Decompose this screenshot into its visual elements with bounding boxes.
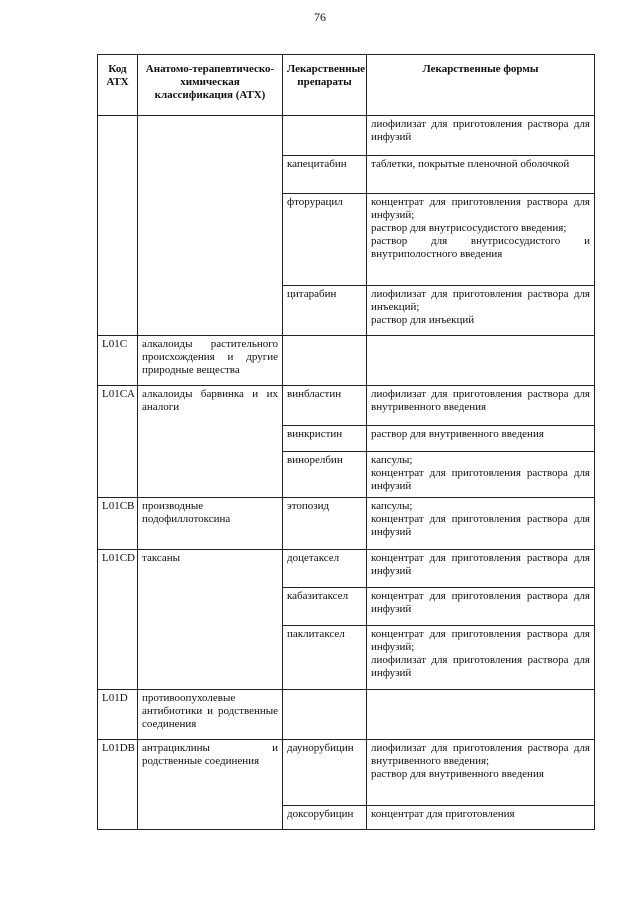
table-row	[98, 550, 595, 588]
atx-cell: антрациклины и родственные соединения	[138, 740, 283, 830]
drug-cell: винорелбин	[283, 452, 367, 498]
forms-cell: концентрат для приготовления раствора для инфузий; лиофилизат для приготовления раствора для инфузий	[367, 626, 595, 690]
code-cell: L01CD	[98, 550, 138, 690]
forms-cell: лиофилизат для приготовления раствора для инъекций; раствор для инъекций	[367, 286, 595, 336]
drug-cell: паклитаксел	[283, 626, 367, 690]
drug-cell: винбластин	[283, 386, 367, 426]
drug-cell	[283, 690, 367, 740]
atx-cell	[138, 116, 283, 336]
table-header-row	[98, 55, 595, 116]
drug-cell: даунорубицин	[283, 740, 367, 806]
header-forms: Лекарственные формы	[367, 55, 595, 116]
table-row	[98, 336, 595, 386]
table-row	[98, 116, 595, 156]
code-cell: L01C	[98, 336, 138, 386]
atx-cell: алкалоиды растительного происхождения и другие природные вещества	[138, 336, 283, 386]
forms-cell: капсулы; концентрат для приготовления раствора для инфузий	[367, 498, 595, 550]
atx-cell: производные подофиллотоксина	[138, 498, 283, 550]
forms-cell: раствор для внутривенного введения	[367, 426, 595, 452]
drug-cell: кабазитаксел	[283, 588, 367, 626]
drug-cell: доксорубицин	[283, 806, 367, 830]
code-cell: L01CA	[98, 386, 138, 498]
forms-cell: таблетки, покрытые пленочной оболочкой	[367, 156, 595, 194]
code-cell: L01CB	[98, 498, 138, 550]
drug-cell	[283, 336, 367, 386]
forms-cell: лиофилизат для приготовления раствора для внутривенного введения	[367, 386, 595, 426]
drug-cell: капецитабин	[283, 156, 367, 194]
forms-cell: лиофилизат для приготовления раствора для внутривенного введения; раствор для внутривенного введения	[367, 740, 595, 806]
header-code: Код АТХ	[98, 55, 138, 116]
drug-cell: фторурацил	[283, 194, 367, 286]
drug-cell: доцетаксел	[283, 550, 367, 588]
header-drugs: Лекарственные препараты	[283, 55, 367, 116]
forms-cell: концентрат для приготовления раствора для инфузий	[367, 588, 595, 626]
drug-table	[97, 54, 595, 830]
forms-cell: капсулы; концентрат для приготовления раствора для инфузий	[367, 452, 595, 498]
table-row	[98, 386, 595, 426]
forms-cell	[367, 336, 595, 386]
forms-cell	[367, 690, 595, 740]
forms-cell: концентрат для приготовления раствора для инфузий; раствор для внутрисосудистого введения; раствор для внутрисосудистого и внутриполостного введения	[367, 194, 595, 286]
atx-cell: таксаны	[138, 550, 283, 690]
forms-cell: лиофилизат для приготовления раствора для инфузий	[367, 116, 595, 156]
header-atx: Анатомо-терапевтическо-химическая классификация (АТХ)	[138, 55, 283, 116]
code-cell	[98, 116, 138, 336]
drug-cell: этопозид	[283, 498, 367, 550]
table-row	[98, 740, 595, 806]
atx-cell: алкалоиды барвинка и их аналоги	[138, 386, 283, 498]
page-number: 76	[314, 10, 326, 24]
drug-cell	[283, 116, 367, 156]
table-row	[98, 498, 595, 550]
drug-cell: цитарабин	[283, 286, 367, 336]
drug-cell: винкристин	[283, 426, 367, 452]
forms-cell: концентрат для приготовления	[367, 806, 595, 830]
forms-cell: концентрат для приготовления раствора для инфузий	[367, 550, 595, 588]
table-row	[98, 690, 595, 740]
code-cell: L01DB	[98, 740, 138, 830]
atx-cell: противоопухолевые антибиотики и родственные соединения	[138, 690, 283, 740]
code-cell: L01D	[98, 690, 138, 740]
